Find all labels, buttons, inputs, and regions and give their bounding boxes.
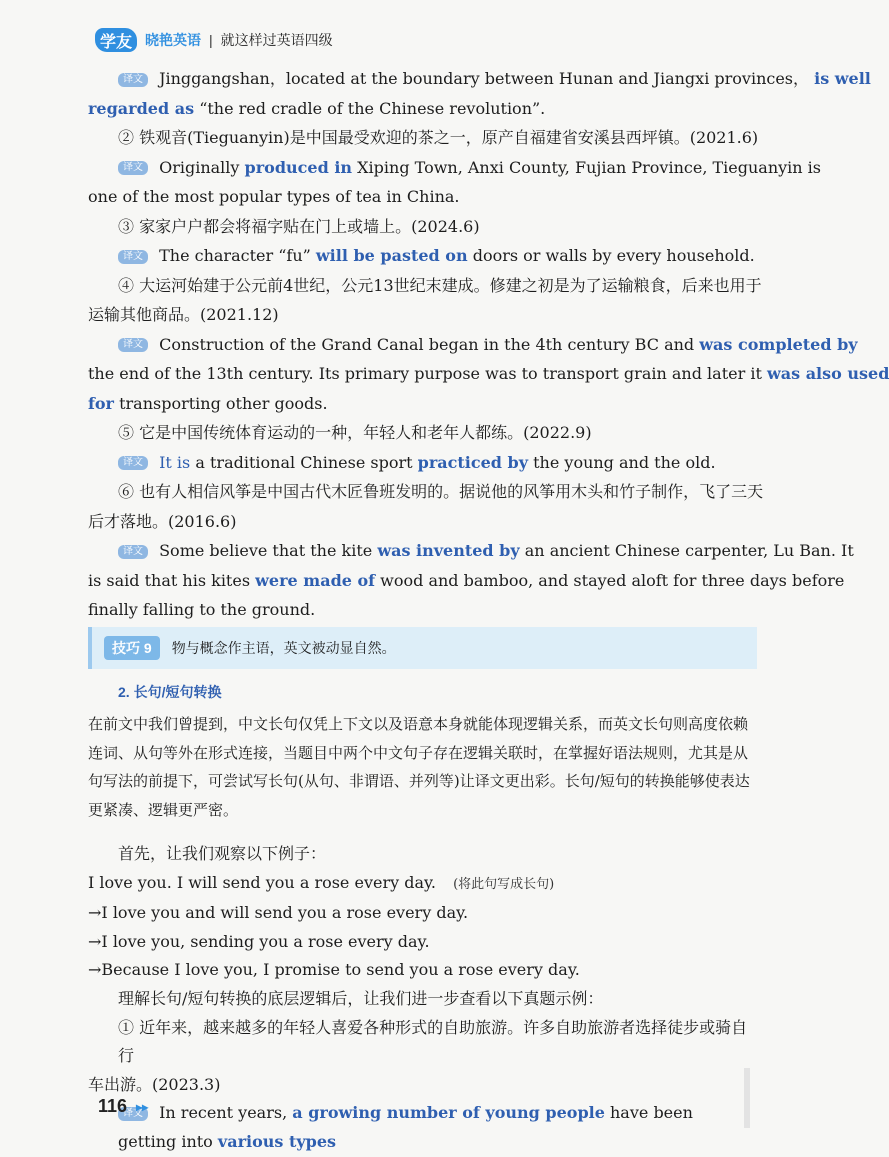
translation-1-line1 xyxy=(88,64,871,94)
chinese-sentence-4-line2 xyxy=(88,300,753,330)
header xyxy=(95,24,333,56)
examples-section xyxy=(88,840,753,1157)
translation-text: the young and the old. xyxy=(533,452,716,472)
section-title: 2. 长句/短句转换 xyxy=(118,684,222,700)
translation-text: In recent years, xyxy=(159,1103,288,1123)
brand-name: 晓艳英语 xyxy=(145,32,201,48)
example-line-4: →Because I love you, I promise to send you a rose every day. xyxy=(88,960,580,980)
translation-content xyxy=(88,64,889,625)
translation-text: one of the most popular types of tea in China. xyxy=(88,187,460,206)
chinese-sentence-6-line1 xyxy=(88,477,764,507)
chinese-text: 运输其他商品。(2021.12) xyxy=(88,305,279,324)
highlight-text: practiced by xyxy=(417,452,529,472)
item-number: ② xyxy=(118,128,135,147)
example-line-3: →I love you, sending you a rose every day. xyxy=(88,931,430,951)
translation-badge: 译文 xyxy=(118,161,148,175)
translation-4-line3 xyxy=(88,389,753,419)
page-number: 116 xyxy=(98,1096,128,1116)
translation-badge: 译文 xyxy=(118,250,148,264)
translation-6-line3 xyxy=(88,595,753,625)
chinese-sentence-2 xyxy=(88,123,759,153)
highlight-text: various types xyxy=(217,1131,337,1151)
translation-4-line1 xyxy=(88,330,858,360)
translation-text: a traditional Chinese sport xyxy=(195,452,413,472)
translation-1-line2 xyxy=(88,94,753,124)
translation-text: the end of the 13th century. Its primary purpose was to transport grain and later it xyxy=(88,364,762,383)
header-separator: | xyxy=(209,32,213,48)
translation-badge: 译文 xyxy=(118,1107,148,1121)
example-item1-cn1: ① 近年来，越来越多的年轻人喜爱各种形式的自助旅游。许多自助旅游者选择徒步或骑自行 xyxy=(118,1017,748,1066)
chinese-sentence-5 xyxy=(88,418,753,448)
translation-text: is said that his kites xyxy=(88,570,251,590)
translation-text: The character “fu” xyxy=(159,246,311,265)
example-item1-cn2: 车出游。(2023.3) xyxy=(88,1074,221,1094)
translation-text: doors or walls by every household. xyxy=(472,246,755,265)
translation-text: finally falling to the ground. xyxy=(88,600,316,619)
translation-badge: 译文 xyxy=(118,545,148,559)
item-number: ⑥ xyxy=(118,482,135,501)
translation-badge: 译文 xyxy=(118,456,148,470)
translation-badge: 译文 xyxy=(118,338,148,352)
translation-text: It is xyxy=(159,452,191,472)
translation-6-line2 xyxy=(88,566,845,596)
highlight-text: regarded as xyxy=(88,98,195,118)
tip-banner xyxy=(88,627,757,669)
translation-text: wood and bamboo, and stayed aloft for three days before xyxy=(380,570,845,590)
highlight-text: for xyxy=(88,393,114,413)
page-footer xyxy=(98,1096,148,1117)
translation-6-line1 xyxy=(88,536,854,566)
translation-badge: 译文 xyxy=(118,73,148,87)
translation-text: Some believe that the kite xyxy=(159,541,373,560)
chinese-text: 它是中国传统体育运动的一种，年轻人和老年人都练。(2022.9) xyxy=(139,423,592,442)
highlight-text: is well xyxy=(814,69,871,88)
example-text: I love you. I will send you a rose every day. xyxy=(88,872,437,892)
chinese-text: 大运河始建于公元前4世纪，公元13世纪末建成。修建之初是为了运输粮食，后来也用于 xyxy=(139,275,762,295)
brand-logo-icon: 学友 xyxy=(95,28,137,52)
item-number: ⑤ xyxy=(118,423,135,442)
arrow-icon: ▸▸ xyxy=(136,1100,149,1115)
example-line-1 xyxy=(88,869,753,900)
examples-intro: 首先，让我们观察以下例子： xyxy=(118,844,327,863)
chinese-text: 后才落地。(2016.6) xyxy=(88,511,237,531)
translation-text: Jinggangshan，located at the boundary between Hunan and Jiangxi provinces， xyxy=(159,69,810,88)
highlight-text: were made of xyxy=(255,570,376,590)
chinese-sentence-3 xyxy=(88,212,753,242)
translation-text: an ancient Chinese carpenter, Lu Ban. It xyxy=(524,541,854,560)
highlight-text: was completed by xyxy=(699,334,858,354)
translation-text: Xiping Town, Anxi County, Fujian Province, Tieguanyin is xyxy=(357,157,822,177)
chinese-sentence-6-line2 xyxy=(88,507,753,537)
translation-text: Originally xyxy=(159,157,240,177)
tip-text: 物与概念作主语，英文被动显自然。 xyxy=(171,640,396,656)
chinese-sentence-4-line1 xyxy=(88,271,762,301)
chinese-text: 铁观音(Tieguanyin)是中国最受欢迎的茶之一，原产自福建省安溪县西坪镇。(2021.6) xyxy=(139,128,759,147)
page-edge-decoration xyxy=(744,1068,750,1128)
translation-2-line1 xyxy=(88,153,822,183)
translation-text: “the red cradle of the Chinese revolution”. xyxy=(199,98,546,118)
translation-4-line2 xyxy=(88,359,889,389)
example-line-5: 理解长句/短句转换的底层逻辑后，让我们进一步查看以下真题示例： xyxy=(118,988,604,1008)
translation-text: Construction of the Grand Canal began in the 4th century BC and xyxy=(159,334,695,354)
item-number: ④ xyxy=(118,275,135,295)
translation-5-line xyxy=(88,448,753,478)
translation-3-line xyxy=(88,241,753,271)
highlight-text: a growing number of young people xyxy=(292,1103,605,1123)
tip-label: 技巧 9 xyxy=(104,636,160,660)
section-paragraph: 在前文中我们曾提到，中文长句仅凭上下文以及语意本身就能体现逻辑关系，而英文长句则高度依赖连词、从句等外在形式连接，当题目中两个中文句子存在逻辑关联时，在掌握好语法规则，尤其是从句写法的前提下，可尝试写长句(从句、非谓语、并列等)让译文更出彩。长句/短句的转换能够使表达更紧凑、逻辑更严密。 xyxy=(88,715,750,819)
highlight-text: was also used xyxy=(766,364,889,383)
highlight-text: will be pasted on xyxy=(315,246,468,265)
item-number: ③ xyxy=(118,216,135,236)
highlight-text: was invented by xyxy=(377,541,520,560)
chinese-text: 也有人相信风筝是中国古代木匠鲁班发明的。据说他的风筝用木头和竹子制作，飞了三天 xyxy=(139,482,764,501)
translation-text: transporting other goods. xyxy=(119,393,328,413)
chinese-text: 家家户户都会将福字贴在门上或墙上。(2024.6) xyxy=(139,216,480,236)
example-note: (将此句写成长句) xyxy=(453,876,555,892)
highlight-text: produced in xyxy=(244,157,353,177)
example-item1-en xyxy=(88,1099,753,1156)
translation-2-line2 xyxy=(88,182,753,212)
header-subtitle: 就这样过英语四级 xyxy=(220,32,333,48)
example-line-2: →I love you and will send you a rose every day. xyxy=(88,903,469,923)
translation-text: have been getting into xyxy=(118,1103,693,1151)
